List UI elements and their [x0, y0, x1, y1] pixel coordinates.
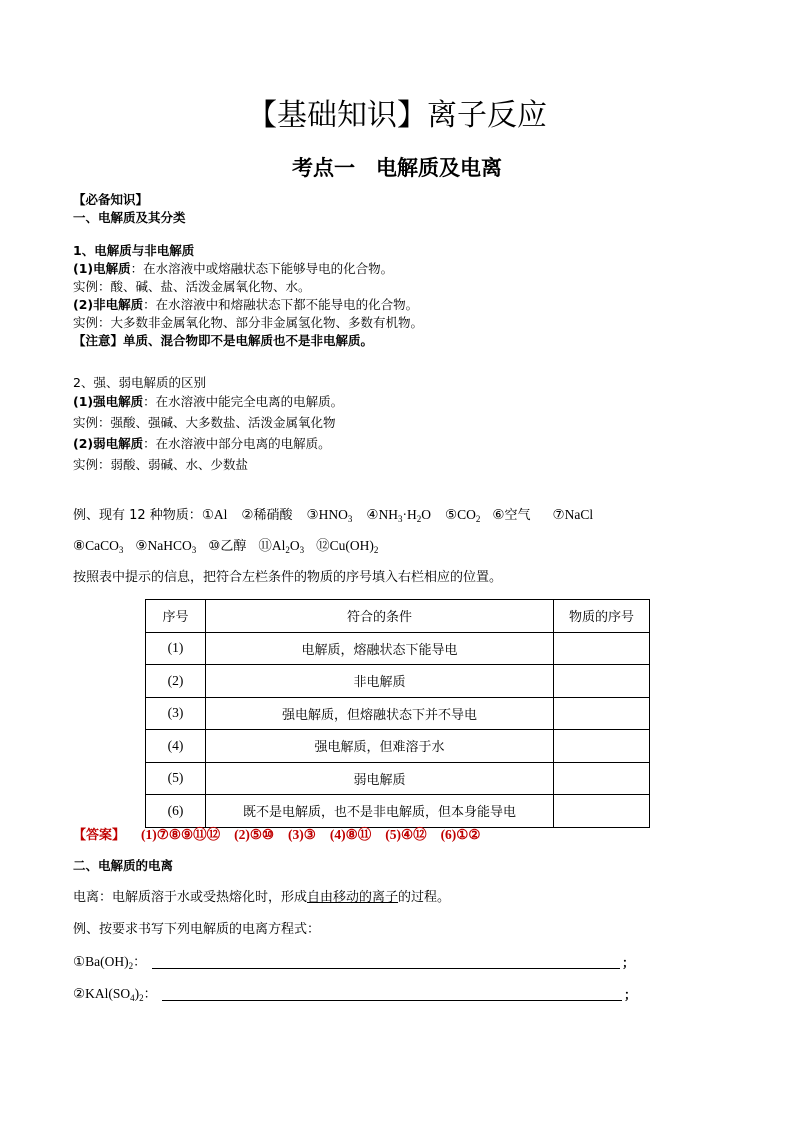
required-knowledge-heading: 【必备知识】: [73, 192, 149, 207]
header-condition: 符合的条件: [206, 600, 554, 633]
answer-item: (2)⑤⑩: [234, 827, 275, 842]
electrolyte-text: ：在水溶液中或熔融状态下能够导电的化合物。: [130, 261, 394, 276]
page-title: 【基础知识】离子反应: [247, 98, 547, 133]
electrolyte-examples: 实例：酸、碱、盐、活泼金属氧化物、水。: [73, 279, 311, 294]
equation-2-blank[interactable]: [162, 1000, 622, 1001]
equation-1-label: $①Ba(OH)_2$：: [73, 954, 147, 971]
subsection-1-heading: 1、电解质与非电解质: [73, 243, 195, 258]
row-condition: 既不是电解质，也不是非电解质，但本身能导电: [206, 795, 554, 828]
substance-3: $③HNO_3$: [306, 507, 353, 524]
row-answer-cell[interactable]: [554, 795, 650, 828]
note: 【注意】单质、混合物即不是电解质也不是非电解质。: [73, 333, 374, 348]
substance-12: $⑫Cu(OH)_2$: [316, 538, 379, 555]
equation-1-end: ；: [622, 955, 635, 970]
answer-item: (6)①②: [440, 827, 481, 842]
answer-item: (4)⑧⑪: [329, 827, 372, 842]
row-condition: 强电解质，但熔融状态下并不导电: [206, 697, 554, 730]
weak-electrolyte-definition: [73, 435, 331, 453]
nonelectrolyte-definition: [73, 296, 418, 314]
answer-label: 【答案】: [73, 828, 126, 843]
subsection-2-heading: 2、强、弱电解质的区别: [73, 375, 206, 390]
equation-2-label: $②KAl(SO_4)_2$：: [73, 986, 157, 1003]
weak-electrolyte-text: ：在水溶液中部分电离的电解质。: [143, 436, 331, 451]
row-index: (3): [146, 697, 206, 730]
example-1-line-1: [73, 505, 593, 526]
page-subtitle: 考点一 电解质及电离: [292, 156, 502, 180]
row-index: (6): [146, 795, 206, 828]
example-1-instruction: 按照表中提示的信息，把符合左栏条件的物质的序号填入右栏相应的位置。: [73, 570, 503, 585]
example-1-intro: 例、现有 12 种物质：: [73, 508, 202, 523]
row-index: (1): [146, 632, 206, 665]
strong-electrolyte-definition: [73, 393, 343, 411]
section-2-heading: 二、电解质的电离: [73, 858, 174, 873]
ionization-definition: 电离：电解质溶于水或受热熔化时，形成自由移动的离子的过程。: [73, 890, 451, 905]
substance-4: $④NH_3\cdot H_2O$: [366, 507, 432, 524]
weak-electrolyte-label: (2)弱电解质: [73, 436, 144, 451]
row-condition: 强电解质，但难溶于水: [206, 730, 554, 763]
table-row: [146, 762, 650, 795]
table-row: [146, 632, 650, 665]
substance-5: $⑤CO_2$: [445, 507, 481, 524]
row-condition: 电解质，熔融状态下能导电: [206, 632, 554, 665]
substance-11: $⑪Al_2O_3$: [258, 538, 305, 555]
substance-9: ⑨NaHCO$_3$: [135, 538, 197, 555]
example-1-line-2: [73, 536, 378, 557]
nonelectrolyte-examples: 实例：大多数非金属氧化物、部分非金属氢化物、多数有机物。: [73, 315, 424, 330]
answer-item: (5)④⑫: [385, 827, 427, 842]
row-answer-cell[interactable]: [554, 730, 650, 763]
substance-10: ⑩乙醇: [208, 538, 247, 554]
row-answer-cell[interactable]: [554, 665, 650, 698]
strong-electrolyte-label: (1)强电解质: [73, 394, 144, 409]
classification-table: [145, 599, 650, 828]
example-2-prompt: 例、按要求书写下列电解质的电离方程式：: [73, 922, 321, 937]
header-substances: 物质的序号: [554, 600, 650, 633]
table-row: [146, 795, 650, 828]
row-condition: 非电解质: [206, 665, 554, 698]
table-row: [146, 730, 650, 763]
answer-item: (3)③: [288, 827, 316, 842]
substance-6: ⑥空气: [492, 507, 531, 523]
weak-electrolyte-examples: 实例：弱酸、弱碱、水、少数盐: [73, 457, 249, 472]
nonelectrolyte-text: ：在水溶液中和熔融状态下都不能导电的化合物。: [143, 297, 419, 312]
section-1-heading: 一、电解质及其分类: [73, 210, 186, 225]
substance-8: ⑧CaCO$_3$: [73, 538, 124, 555]
answer-item: (1)⑦⑧⑨⑪⑫: [141, 827, 221, 842]
nonelectrolyte-label: (2)非电解质: [73, 297, 144, 312]
equation-1-blank[interactable]: [152, 968, 620, 969]
table-row: [146, 665, 650, 698]
strong-electrolyte-text: ：在水溶液中能完全电离的电解质。: [143, 394, 344, 409]
electrolyte-definition: [73, 260, 393, 278]
row-index: (4): [146, 730, 206, 763]
substance-7: ⑦NaCl: [552, 507, 594, 522]
ionization-underlined: 自由移动的离子: [307, 890, 399, 905]
answer-line: [73, 826, 495, 845]
row-answer-cell[interactable]: [554, 697, 650, 730]
strong-electrolyte-examples: 实例：强酸、强碱、大多数盐、活泼金属氧化物: [73, 415, 336, 430]
row-answer-cell[interactable]: [554, 762, 650, 795]
row-answer-cell[interactable]: [554, 632, 650, 665]
substance-1: ①Al: [201, 507, 228, 522]
answer-values: [141, 827, 495, 842]
row-index: (5): [146, 762, 206, 795]
row-condition: 弱电解质: [206, 762, 554, 795]
equation-2-end: ；: [624, 987, 637, 1002]
table-header-row: [146, 600, 650, 633]
substance-2: ②稀硝酸: [241, 507, 293, 523]
table-row: [146, 697, 650, 730]
electrolyte-label: (1)电解质: [73, 261, 131, 276]
header-index: 序号: [146, 600, 206, 633]
row-index: (2): [146, 665, 206, 698]
